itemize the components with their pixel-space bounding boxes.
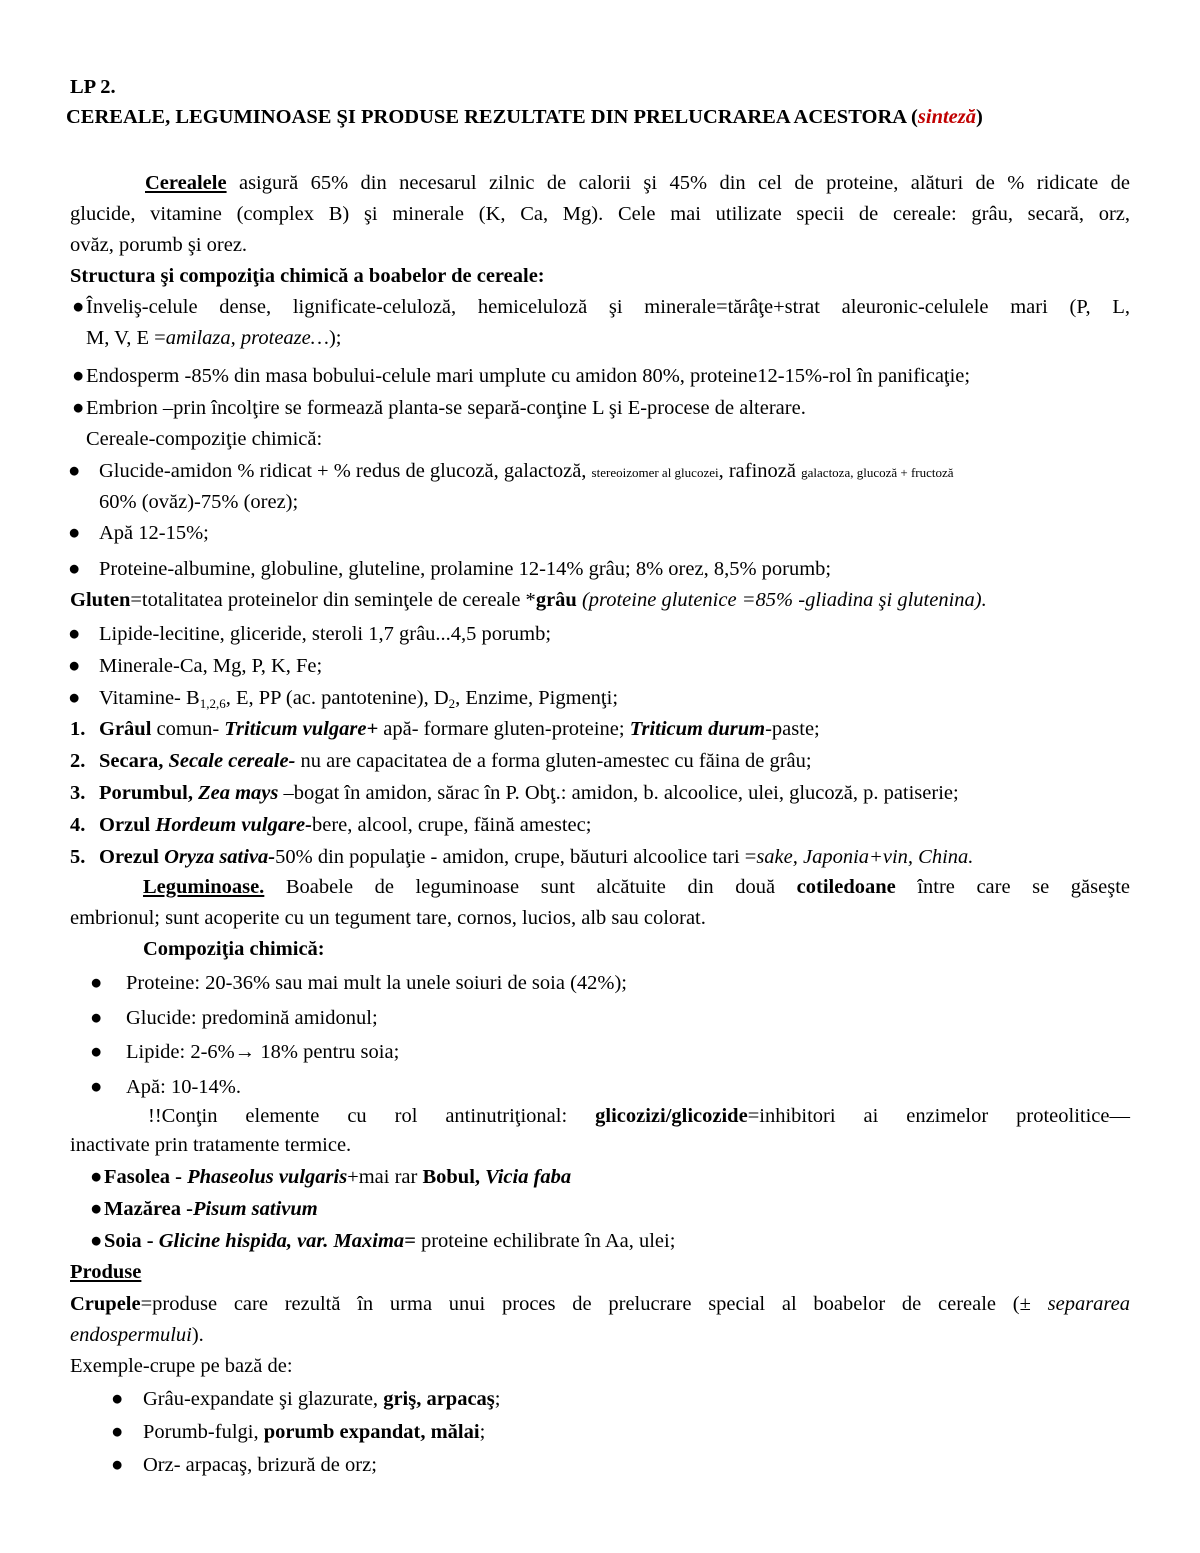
bullet-icon: ●: [90, 1198, 103, 1220]
species-description: bere, alcool, crupe, făină amestec;: [311, 814, 592, 836]
structura-item-inveli-2: [86, 323, 342, 354]
bullet-icon: ●: [111, 1388, 124, 1410]
species-text: comun-: [151, 718, 225, 740]
gris-arpacas: griş, arpacaş: [383, 1388, 495, 1410]
inveli-text: M, V, E =: [86, 327, 166, 349]
soia-name: Soia -: [104, 1230, 159, 1252]
cereale-intro-line-3: ovăz, porumb şi orez.: [70, 234, 248, 256]
species-description: –bogat în amidon, sărac în P. Obţ.: amidon, b. alcoolice, ulei, glucoză, p. patiserie;: [278, 782, 959, 804]
cotiledoane-word: cotiledoane: [796, 876, 896, 898]
leguminoase-text: Boabele de leguminoase sunt alcătuite din două: [264, 876, 797, 898]
crupe-word: Crupele: [70, 1293, 141, 1315]
structura-item-endosperm: Endosperm -85% din masa bobului-celule mari umplute cu amidon 80%, proteine12-15%-rol în panificaţie;: [86, 365, 971, 387]
crupe-line-1: [70, 1289, 1130, 1320]
leguminoase-text-2: între care se găseşte: [895, 876, 1131, 898]
bobul-sci: Vicia faba: [485, 1166, 572, 1188]
vitamine-text: Vitamine- B: [99, 687, 200, 709]
porumb-text: Porumb-fulgi,: [143, 1421, 264, 1443]
bullet-icon: ●: [72, 397, 85, 419]
species-item: [70, 746, 812, 777]
gluten-word: Gluten: [70, 589, 131, 611]
gluten-grau: grâu: [535, 589, 577, 611]
structura-item-embrion: Embrion –prin încolţire se formează planta-se separă-conţine L şi E-procese de alterare.: [86, 397, 806, 419]
bullet-icon: ●: [72, 365, 85, 387]
page-title: [66, 102, 983, 133]
bullet-icon: ●: [68, 655, 81, 677]
porumb-expandat: porumb expandat, mălai: [263, 1421, 480, 1443]
species-number: 2.: [70, 750, 86, 772]
compozitie-glucide-2: 60% (ovăz)-75% (orez);: [99, 491, 299, 513]
porumb-end: ;: [479, 1421, 486, 1443]
crupe-text: =produse care rezultă în urma unui proces de prelucrare special al boabelor de cereale (±: [140, 1293, 1048, 1315]
leg-apa: Apă: 10-14%.: [126, 1076, 242, 1098]
species-description: nu are capacitatea de a forma gluten-amestec cu făina de grâu;: [295, 750, 812, 772]
compozitie-apa: Apă 12-15%;: [99, 522, 209, 544]
mazarea-sci: Pisum sativum: [192, 1198, 318, 1220]
glucide-note-1: stereoizomer al glucozei: [591, 465, 719, 480]
gluten-definition: [70, 585, 987, 616]
bullet-icon: ●: [72, 296, 85, 318]
leg-lipide: Lipide: 2-6%→ 18% pentru soia;: [126, 1041, 400, 1063]
grau-end: ;: [494, 1388, 501, 1410]
leg-glucide: Glucide: predomină amidonul;: [126, 1007, 378, 1029]
crupe-endosperm: endospermului: [70, 1324, 192, 1346]
antinutritional-line-2: inactivate prin tratamente termice.: [70, 1134, 352, 1156]
bullet-icon: ●: [68, 522, 81, 544]
soia-text: proteine echilibrate în Aa, ulei;: [415, 1230, 676, 1252]
leg-mazarea: [104, 1194, 318, 1225]
species-number: 1.: [70, 718, 86, 740]
crupe-separarea: separarea: [1047, 1293, 1130, 1315]
vitamine-sub-1: 1,2,6: [199, 696, 226, 711]
species-scientific: Hordeum vulgare-: [155, 814, 312, 836]
bullet-icon: ●: [68, 623, 81, 645]
gluten-text: =totalitatea proteinelor din seminţele de cereale *: [130, 589, 536, 611]
compozitie-lipide: Lipide-lecitine, gliceride, steroli 1,7 grâu...4,5 porumb;: [99, 623, 552, 645]
soia-sci: Glicine hispida, var. Maxima=: [158, 1230, 416, 1252]
bullet-icon: ●: [68, 687, 81, 709]
structura-item-inveli: Înveliş-celule dense, lignificate-celuloză, hemiceluloză şi minerale=tărâţe+strat aleuronic-celulele mari (P, L,: [86, 296, 1130, 318]
structura-heading: Structura şi compoziţia chimică a boabelor de cereale:: [70, 265, 545, 287]
title-text: CEREALE, LEGUMINOASE ŞI PRODUSE REZULTATE DIN PRELUCRAREA ACESTORA (: [66, 106, 918, 128]
species-number: 5.: [70, 846, 86, 868]
cereale-intro-line-2: glucide, vitamine (complex B) şi minerale (K, Ca, Mg). Cele mai utilizate specii de cereale: grâu, secară, orz,: [70, 203, 1130, 225]
fasolea-name: Fasolea -: [104, 1166, 188, 1188]
compozitie-minerale: Minerale-Ca, Mg, P, K, Fe;: [99, 655, 323, 677]
species-scientific: Oryza sativa-: [164, 846, 276, 868]
cereale-intro-text-1: asigură 65% din necesarul zilnic de calorii şi 45% din cel de proteine, alături de % ridicate de: [226, 172, 1130, 194]
leg-proteine: Proteine: 20-36% sau mai mult la unele soiuri de soia (42%);: [126, 972, 627, 994]
bullet-icon: ●: [68, 460, 81, 482]
species-number: 4.: [70, 814, 86, 836]
anti-text-2: =inhibitori ai enzimelor proteolitice—: [747, 1105, 1130, 1127]
vitamine-text-3: , Enzime, Pigmenţi;: [455, 687, 619, 709]
species-item: [70, 714, 820, 745]
produse-heading: Produse: [70, 1261, 142, 1283]
bullet-icon: ●: [90, 1041, 103, 1063]
bullet-icon: ●: [111, 1454, 124, 1476]
species-number: 3.: [70, 782, 86, 804]
species-item: [70, 842, 973, 873]
antinutritional-line-1: [148, 1101, 1130, 1132]
produs-orz: Orz- arpacaş, brizură de orz;: [143, 1454, 377, 1476]
species-scientific-2: Triticum durum: [629, 718, 766, 740]
species-scientific-2: sake, Japonia+vin, China.: [756, 846, 974, 868]
species-scientific: Triticum vulgare+: [224, 718, 379, 740]
exemple-heading: Exemple-crupe pe bază de:: [70, 1355, 293, 1377]
species-item: [70, 810, 591, 841]
bullet-icon: ●: [90, 1076, 103, 1098]
crupe-end: ).: [191, 1324, 204, 1346]
bullet-icon: ●: [68, 558, 81, 580]
gluten-note: (proteine glutenice =85% -gliadina şi glutenina).: [576, 589, 987, 611]
inveli-enzymes: amilaza, proteaze…: [165, 327, 329, 349]
species-text-end: -paste;: [765, 718, 820, 740]
bullet-icon: ●: [90, 1166, 103, 1188]
vitamine-sub-2: 2: [448, 696, 456, 711]
compozitie-glucide: [99, 456, 954, 489]
vitamine-text-2: , E, PP (ac. pantotenine), D: [225, 687, 449, 709]
species-item: [70, 778, 959, 809]
species-name: Secara,: [99, 750, 164, 772]
glucide-rafinoza: , rafinoză: [718, 460, 802, 482]
species-name: Grâul: [99, 718, 152, 740]
title-emphasis: sinteză: [917, 106, 976, 128]
leguminoase-intro-line-2: embrionul; sunt acoperite cu un tegument tare, cornos, lucios, alb sau colorat.: [70, 907, 706, 929]
leguminoase-intro-line-1: [70, 872, 1130, 903]
cereale-intro-line-1: [70, 168, 1130, 199]
species-description: apă- formare gluten-proteine;: [378, 718, 630, 740]
anti-text: !!Conţin elemente cu rol antinutriţional:: [148, 1105, 596, 1127]
bullet-icon: ●: [90, 1230, 103, 1252]
species-description: 50% din populaţie - amidon, crupe, băuturi alcoolice tari =: [275, 846, 757, 868]
leguminoase-comp-heading: Compoziţia chimică:: [143, 938, 325, 960]
leguminoase-heading: Leguminoase.: [143, 876, 265, 898]
species-name: Porumbul,: [99, 782, 193, 804]
species-name: Orezul: [99, 846, 159, 868]
glucide-text: Glucide-amidon % ridicat + % redus de glucoză, galactoză,: [99, 460, 592, 482]
produs-grau: [143, 1384, 501, 1415]
species-name: Orzul: [99, 814, 151, 836]
compozitie-proteine: Proteine-albumine, globuline, gluteline, prolamine 12-14% grâu; 8% orez, 8,5% porumb;: [99, 558, 832, 580]
compozitie-heading: Cereale-compoziţie chimică:: [86, 428, 323, 450]
lab-label: LP 2.: [70, 76, 116, 98]
species-scientific: Zea mays: [198, 782, 279, 804]
inveli-end: );: [328, 327, 342, 349]
species-scientific: Secale cereale-: [168, 750, 296, 772]
bullet-icon: ●: [90, 1007, 103, 1029]
glicozizi-word: glicozizi/glicozide: [595, 1105, 748, 1127]
fasolea-sci: Phaseolus vulgaris: [187, 1166, 348, 1188]
leg-fasolea: [104, 1162, 571, 1193]
bobul-name: Bobul,: [422, 1166, 486, 1188]
bullet-icon: ●: [111, 1421, 124, 1443]
mazarea-name: Mazărea -: [104, 1198, 193, 1220]
fasolea-text: +mai rar: [347, 1166, 423, 1188]
glucide-note-2: galactoza, glucoză + fructoză: [801, 465, 954, 480]
crupe-line-2: [70, 1320, 204, 1351]
grau-text: Grâu-expandate şi glazurate,: [143, 1388, 384, 1410]
bullet-icon: ●: [90, 972, 103, 994]
title-close: ): [976, 106, 983, 128]
cereale-heading: Cerealele: [145, 172, 227, 194]
produs-porumb: [143, 1417, 485, 1448]
leg-soia: [104, 1226, 675, 1257]
